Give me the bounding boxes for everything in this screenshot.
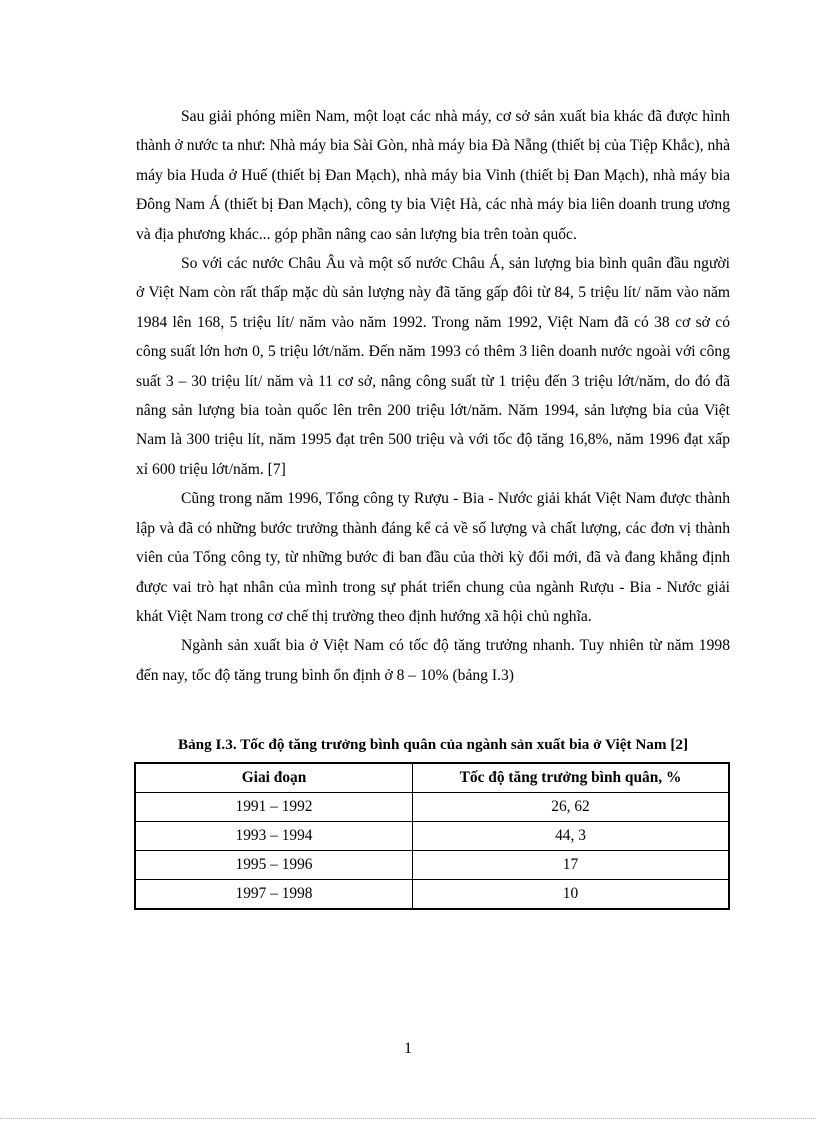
cell-growth-rate: 44, 3 — [413, 822, 730, 851]
table-row — [135, 880, 729, 910]
cell-growth-rate: 26, 62 — [413, 793, 730, 822]
cell-period: 1991 – 1992 — [135, 793, 413, 822]
page-bottom-divider — [0, 1118, 816, 1119]
table-row — [135, 851, 729, 880]
table-caption: Bảng I.3. Tốc độ tăng trưởng bình quân của ngành sản xuất bia ở Việt Nam [2] — [177, 736, 689, 753]
cell-growth-rate: 17 — [413, 851, 730, 880]
paragraph: So với các nước Châu Âu và một số nước Châu Á, sản lượng bia bình quân đầu người ở Việt Nam còn rất thấp mặc dù sản lượng này đã tăng gấp đôi từ 84, 5 triệu lít/ năm vào năm 1984 lên 168, 5 triệu lít/ năm vào năm 1992. Trong năm 1992, Việt Nam đã có 38 cơ sở có công suất lớn hơn 0, 5 triệu lớt/năm. Đến năm 1993 có thêm 3 liên doanh nước ngoài với công suất 3 – 30 triệu lít/ năm và 11 cơ sở, nâng công suất từ 1 triệu đến 3 triệu lớt/năm, do đó đã nâng sản lượng bia toàn quốc lên trên 200 triệu lớt/năm. Năm 1994, sản lượng bia của Việt Nam là 300 triệu lít, năm 1995 đạt trên 500 triệu và với tốc độ tăng 16,8%, năm 1996 đạt xấp xỉ 600 triệu lớt/năm. [7] — [136, 255, 730, 478]
cell-period: 1993 – 1994 — [135, 822, 413, 851]
cell-period: 1995 – 1996 — [135, 851, 413, 880]
cell-period: 1997 – 1998 — [135, 880, 413, 910]
table-row — [135, 793, 729, 822]
column-header-period: Giai đoạn — [135, 763, 413, 793]
paragraph: Cũng trong năm 1996, Tổng công ty Rượu - Bia - Nước giải khát Việt Nam được thành lập và đã có những bước trưởng thành đáng kể cả về số lượng và chất lượng, các đơn vị thành viên của Tổng công ty, từ những bước đi ban đầu của thời kỳ đổi mới, đã và đang khẳng định được vai trò hạt nhân của mình trong sự phát triển chung của ngành Rượu - Bia - Nước giải khát Việt Nam trong cơ chế thị trường theo định hướng xã hội chủ nghĩa. — [136, 490, 730, 625]
body-text — [136, 102, 730, 690]
column-header-growth-rate: Tốc độ tăng trưởng bình quân, % — [413, 763, 730, 793]
growth-rate-table — [134, 762, 730, 910]
paragraph: Sau giải phóng miền Nam, một loạt các nhà máy, cơ sở sản xuất bia khác đã được hình thành ở nước ta như: Nhà máy bia Sài Gòn, nhà máy bia Đà Nẵng (thiết bị của Tiệp Khắc), nhà máy bia Huda ở Huế (thiết bị Đan Mạch), nhà máy bia Vinh (thiết bị Đan Mạch), nhà máy bia Đông Nam Á (thiết bị Đan Mạch), công ty bia Việt Hà, các nhà máy bia liên doanh trung ương và địa phương khác... góp phần nâng cao sản lượng bia trên toàn quốc. — [136, 108, 730, 243]
table-row — [135, 822, 729, 851]
table-header-row — [135, 763, 729, 793]
cell-growth-rate: 10 — [413, 880, 730, 910]
paragraph: Ngành sản xuất bia ở Việt Nam có tốc độ tăng trưởng nhanh. Tuy nhiên từ năm 1998 đến nay, tốc độ tăng trung bình ổn định ở 8 – 10% (bảng I.3) — [136, 637, 730, 684]
page-number: 1 — [404, 1040, 412, 1057]
